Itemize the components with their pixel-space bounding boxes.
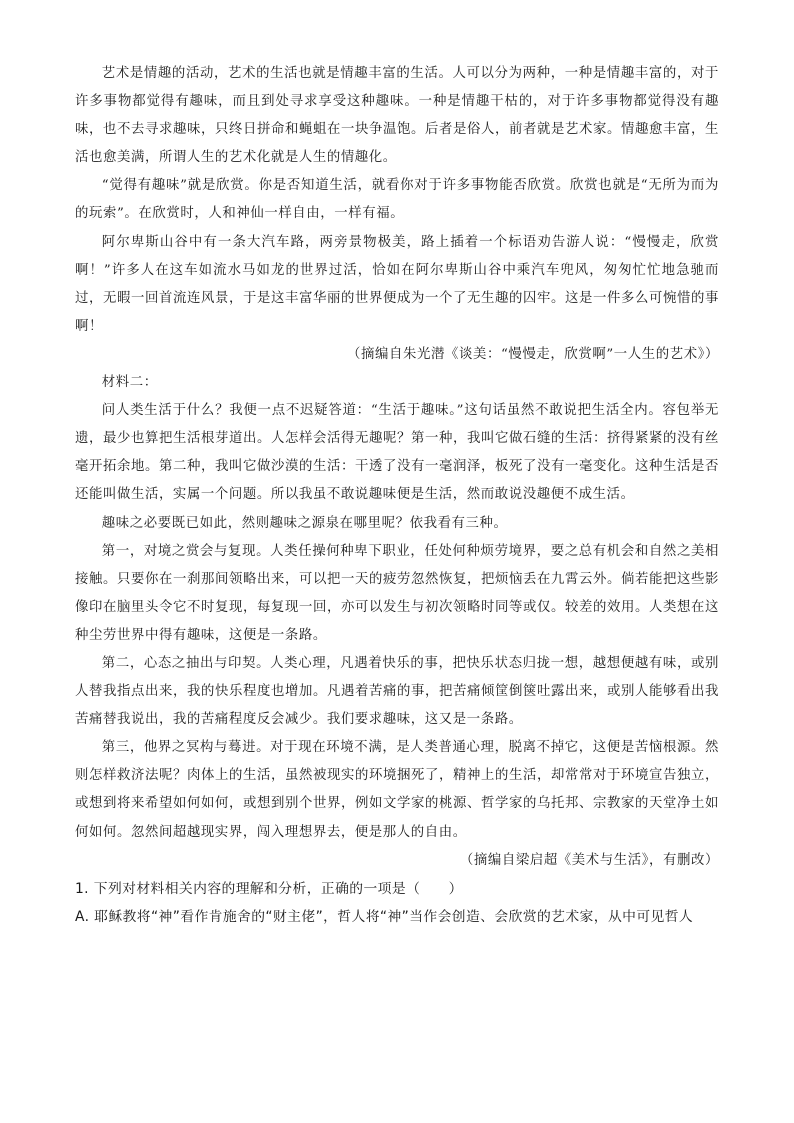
material2-source: （摘编自梁启超《美术与生活》，有删改） — [459, 852, 719, 868]
material1-paragraph-1: 艺术是情趣的活动，艺术的生活也就是情趣丰富的生活。人可以分为两种，一种是情趣丰富的，对于许多事物都觉得有趣味，而且到处寻求享受这种趣味。一种是情趣干枯的，对于许多事物都觉得没有趣味，也不去寻求趣味，只终日拼命和蝇蛆在一块争温饱。后者是俗人，前者就是艺术家。情趣愈丰富，生活也愈美满，所谓人生的艺术化就是人生的情趣化。 — [75, 66, 719, 166]
question-1-stem: 1. 下列对材料相关内容的理解和分析，正确的一项是（ ） — [75, 880, 463, 897]
material2-paragraph-2: 趣味之必要既已如此，然则趣味之源泉在哪里呢？依我看有三种。 — [101, 515, 508, 531]
material2-paragraph-1: 问人类生活于什么？我便一点不迟疑答道：“生活于趣味。”这句话虽然不敢说把生活全内。容包举无遗，最少也算把生活根芽道出。人怎样会活得无趣呢？第一种，我叫它做石缝的生活：挤得紧紧的没有丝毫开拓余地。第二种，我叫它做沙漠的生活：干透了没有一毫润泽，板死了没有一毫变化。这种生活是否还能叫做生活，实属一个问题。所以我虽不敢说趣味便是生活，然而敢说没趣便不成生活。 — [75, 403, 719, 503]
material1-paragraph-2: “觉得有趣味”就是欣赏。你是否知道生活，就看你对于许多事物能否欣赏。欣赏也就是“无所为而为的玩索”。在欣赏时，人和神仙一样自由，一样有福。 — [75, 178, 719, 222]
material2-paragraph-4: 第二，心态之抽出与印契。人类心理，凡遇着快乐的事，把快乐状态归拢一想，越想便越有味，或别人替我指点出来，我的快乐程度也增加。凡遇着苦痛的事，把苦痛倾筐倒箧吐露出来，或别人能够看出我苦痛替我说出，我的苦痛程度反会减少。我们要求趣味，这又是一条路。 — [75, 655, 719, 728]
material1-source: （摘编自朱光潜《谈美：“慢慢走，欣赏啊”一人生的艺术》） — [347, 346, 719, 362]
material2-paragraph-5: 第三，他界之冥构与蓦进。对于现在环境不满，是人类普通心理，脱离不掉它，这便是苦恼根源。然则怎样救济法呢？肉体上的生活，虽然被现实的环境捆死了，精神上的生活，却常常对于环境宣告独立，或想到将来希望如何如何，或想到别个世界，例如文学家的桃源、哲学家的乌托邦、宗教家的天堂净土如何如何。忽然间超越现实界，闯入理想界去，便是那人的自由。 — [75, 740, 719, 840]
question-1-option-a: A. 耶稣教将“神”看作肯施舍的“财主佬”，哲人将“神”当作会创造、会欣赏的艺术家，从中可见哲人 — [75, 909, 694, 926]
material2-paragraph-3: 第一，对境之赏会与复现。人类任操何种卑下职业，任处何种烦劳境界，要之总有机会和自然之美相接触。只要你在一刹那间领略出来，可以把一天的疲劳忽然恢复，把烦恼丢在九霄云外。倘若能把这些影像印在脑里头令它不时复现，每复现一回，亦可以发生与初次领略时同等或仅。较差的效用。人类想在这种尘劳世界中得有趣味，这便是一条路。 — [75, 543, 719, 643]
material2-heading: 材料二： — [101, 375, 158, 391]
material1-paragraph-3: 阿尔卑斯山谷中有一条大汽车路，两旁景物极美，路上插着一个标语劝告游人说：“慢慢走，欣赏啊！”许多人在这车如流水马如龙的世界过活，恰如在阿尔卑斯山谷中乘汽车兜风，匆匆忙忙地急驰而过，无暇一回首流连风景，于是这丰富华丽的世界便成为一个了无生趣的囚牢。这是一件多么可惋惜的事啊！ — [75, 234, 719, 334]
